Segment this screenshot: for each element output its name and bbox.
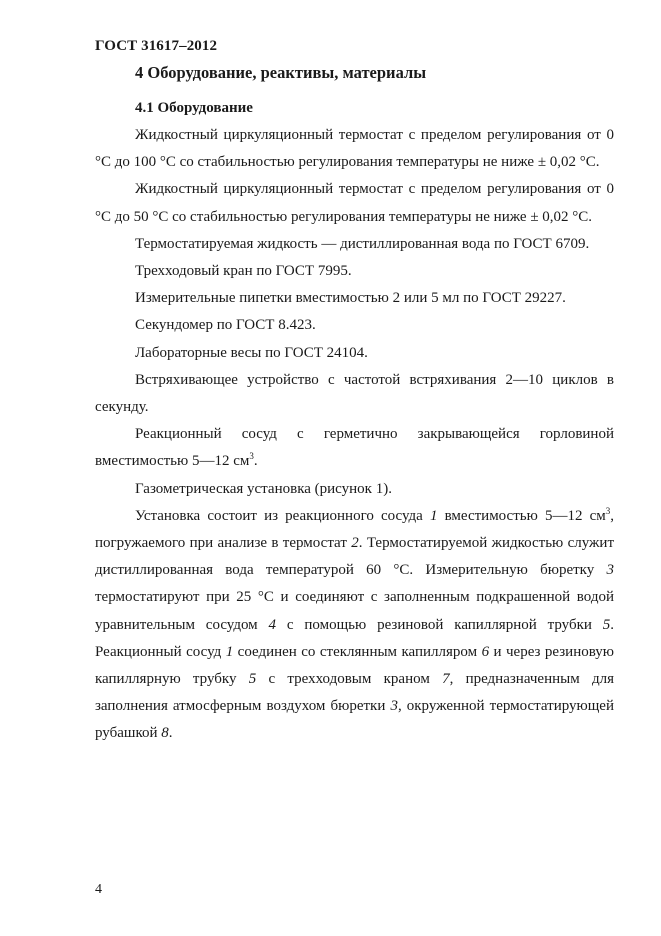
paragraph-pipettes: Измерительные пипетки вместимостью 2 или 5 мл по ГОСТ 29227. (135, 290, 566, 307)
item-ref: 7 (442, 671, 450, 688)
superscript: 3 (605, 505, 611, 516)
text-run: термостатируют при 25 °С и соединяют с заполненным подкрашенной водой уравнительным сосудом (95, 589, 614, 633)
paragraph-thermostat-100: Жидкостный циркуляционный термостат с пределом регулирования от 0 °С до 100 °С со стабильностью регулирования температуры не ниже ± 0,02 °С. (95, 127, 614, 171)
paragraph-thermostat-50: Жидкостный циркуляционный термостат с пределом регулирования от 0 °С до 50 °С со стабильностью регулирования температуры не ниже ± 0,02 °С. (95, 181, 614, 225)
page-number: 4 (95, 882, 102, 897)
item-ref: 6 (481, 643, 490, 660)
text-run: , окруженной термостатирующей рубашкой (95, 698, 614, 742)
text-run: вместимостью 5—12 см (437, 507, 606, 524)
item-ref: 5 (602, 616, 611, 633)
superscript: 3 (249, 451, 254, 462)
item-ref: 1 (225, 643, 234, 660)
paragraph-gas-setup: Газометрическая установка (рисунок 1). (135, 480, 392, 497)
text-run: , предназначенным для заполнения атмосферным воздухом бюретки (95, 671, 614, 715)
text-run: и через резиновую капиллярную трубку (95, 643, 615, 688)
paragraph-shaker: Встряхивающее устройство с частотой встряхивания 2—10 циклов в секунду. (95, 371, 614, 416)
paragraph-liquid: Термостатируемая жидкость — дистиллированная вода по ГОСТ 6709. (135, 235, 590, 252)
document-code: ГОСТ 31617–2012 (95, 38, 218, 54)
text-run: , погружаемого при анализе в термостат (95, 507, 614, 552)
paragraph-setup-description (95, 503, 614, 748)
text-run: . (168, 725, 173, 742)
paragraph-valve: Трехходовый кран по ГОСТ 7995. (135, 263, 352, 280)
text-run: Установка состоит из реакционного сосуда (135, 507, 430, 524)
item-ref: 2 (351, 535, 359, 552)
item-ref: 4 (268, 616, 277, 633)
item-ref: 8 (161, 725, 169, 742)
text-run: соединен со стеклянным капилляром (233, 643, 482, 660)
text-run: с трехходовым краном (256, 671, 443, 688)
item-ref: 3 (606, 562, 614, 579)
section-title: 4 Оборудование, реактивы, материалы (135, 63, 427, 82)
paragraph-stopwatch: Секундомер по ГОСТ 8.423. (135, 317, 316, 334)
text-run: . Реакционный сосуд (95, 616, 614, 660)
paragraph-scales: Лабораторные весы по ГОСТ 24104. (135, 344, 368, 361)
item-ref: 3 (390, 698, 398, 715)
item-ref: 5 (248, 671, 257, 688)
punctuation: . (253, 453, 258, 470)
subsection-title: 4.1 Оборудование (135, 100, 253, 116)
text-run: с помощью резиновой капиллярной трубки (276, 616, 603, 633)
body-text (95, 122, 614, 748)
reaction-vessel-text: Реакционный сосуд с герметично закрывающейся горловиной вместимостью 5—12 см (95, 426, 614, 470)
text-run: . Термостатируемой жидкостью служит дистиллированная вода температурой 60 °С. Измерительную бюретку (95, 535, 615, 579)
item-ref: 1 (429, 507, 438, 524)
paragraph-reaction-vessel (95, 421, 614, 475)
